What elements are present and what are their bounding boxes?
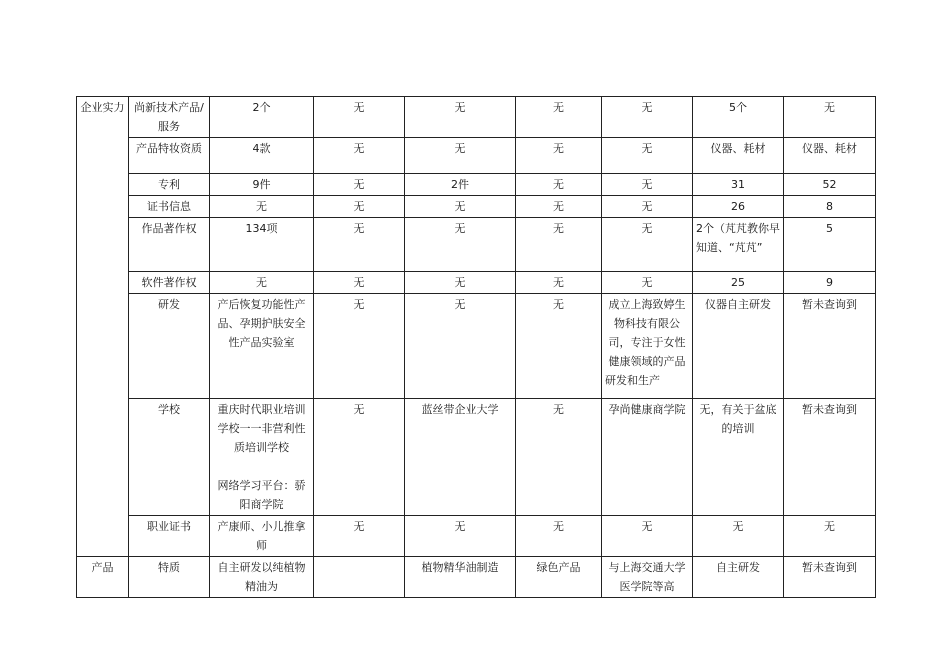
table-cell: 蓝丝带企业大学 [405, 399, 516, 516]
table-row [77, 218, 876, 272]
row-label: 专利 [129, 174, 210, 196]
row-label: 特质 [129, 557, 210, 598]
table-cell: 孕尚健康商学院 [602, 399, 693, 516]
table-cell: 仪器自主研发 [693, 294, 784, 399]
row-label: 研发 [129, 294, 210, 399]
table-cell: 无 [405, 138, 516, 174]
table-cell: 自主研发 [693, 557, 784, 598]
table-cell: 无 [314, 174, 405, 196]
table-cell: 5 [784, 218, 876, 272]
row-label: 产品特妆资质 [129, 138, 210, 174]
table-cell: 5个 [693, 97, 784, 138]
table-row [77, 294, 876, 399]
table-cell: 暂未查询到 [784, 294, 876, 399]
row-label: 作品著作权 [129, 218, 210, 272]
table-cell: 9 [784, 272, 876, 294]
table-cell: 无 [516, 218, 602, 272]
table-cell: 暂未查询到 [784, 557, 876, 598]
table-cell: 无 [693, 516, 784, 557]
table-cell: 2件 [405, 174, 516, 196]
table-cell: 无 [210, 272, 314, 294]
table-row [77, 272, 876, 294]
table-cell: 暂未查询到 [784, 399, 876, 516]
table-cell: 无 [314, 294, 405, 399]
table-cell: 无 [405, 272, 516, 294]
table-cell [314, 557, 405, 598]
table-cell: 无，有关于盆底的培训 [693, 399, 784, 516]
table-cell: 无 [405, 196, 516, 218]
row-label: 职业证书 [129, 516, 210, 557]
table-cell: 无 [314, 399, 405, 516]
table-row [77, 516, 876, 557]
row-label: 学校 [129, 399, 210, 516]
table-cell: 无 [314, 97, 405, 138]
table-cell: 绿色产品 [516, 557, 602, 598]
table-cell: 无 [516, 138, 602, 174]
row-label: 证书信息 [129, 196, 210, 218]
table-cell: 仪器、耗材 [784, 138, 876, 174]
table-cell: 无 [784, 516, 876, 557]
table-cell: 25 [693, 272, 784, 294]
table-cell: 无 [602, 196, 693, 218]
table-cell: 无 [405, 294, 516, 399]
table-cell: 无 [405, 97, 516, 138]
table-cell: 无 [516, 399, 602, 516]
table-cell: 无 [405, 218, 516, 272]
table-row [77, 138, 876, 174]
table-cell: 无 [314, 272, 405, 294]
table-cell: 植物精华油制造 [405, 557, 516, 598]
group-label-enterprise: 企业实力 [77, 97, 129, 557]
table-cell: 无 [602, 138, 693, 174]
table-cell: 与上海交通大学医学院等高 [602, 557, 693, 598]
table-cell: 产康师、小儿推拿师 [210, 516, 314, 557]
table-cell: 无 [314, 218, 405, 272]
table-cell: 无 [516, 294, 602, 399]
row-label: 尚新技术产品/服务 [129, 97, 210, 138]
table-cell: 无 [516, 97, 602, 138]
table-cell: 成立上海致婷生物科技有限公司，专注于女性健康领域的产品研发和生产 [602, 294, 693, 399]
table-cell: 无 [602, 97, 693, 138]
table-cell: 无 [516, 174, 602, 196]
table-cell: 仪器、耗材 [693, 138, 784, 174]
table-cell: 无 [784, 97, 876, 138]
table-cell: 无 [516, 196, 602, 218]
table-cell: 8 [784, 196, 876, 218]
table-cell: 31 [693, 174, 784, 196]
comparison-table [76, 96, 876, 598]
table-cell: 2个（芃芃教你早知道、“芃芃” [693, 218, 784, 272]
table-cell: 26 [693, 196, 784, 218]
table-cell: 9件 [210, 174, 314, 196]
table-cell: 无 [602, 516, 693, 557]
table-cell: 无 [602, 174, 693, 196]
row-label: 软件著作权 [129, 272, 210, 294]
table-cell: 52 [784, 174, 876, 196]
table-cell: 无 [314, 196, 405, 218]
table-cell: 重庆时代职业培训学校一一非营利性质培训学校 网络学习平台：骄阳商学院 [210, 399, 314, 516]
table-cell: 无 [314, 516, 405, 557]
table-cell: 产后恢复功能性产品、孕期护肤安全性产品实验室 [210, 294, 314, 399]
table-cell: 无 [602, 218, 693, 272]
table-cell: 2个 [210, 97, 314, 138]
table-cell: 无 [516, 516, 602, 557]
table-cell: 134项 [210, 218, 314, 272]
table-cell: 自主研发以纯植物精油为 [210, 557, 314, 598]
table-row [77, 399, 876, 516]
table-cell: 无 [602, 272, 693, 294]
table-row [77, 557, 876, 598]
table-cell: 4款 [210, 138, 314, 174]
table-cell: 无 [516, 272, 602, 294]
table-cell: 无 [314, 138, 405, 174]
table-cell: 无 [405, 516, 516, 557]
table-cell: 无 [210, 196, 314, 218]
table-row [77, 174, 876, 196]
table-row [77, 97, 876, 138]
group-label-product: 产品 [77, 557, 129, 598]
table-row [77, 196, 876, 218]
